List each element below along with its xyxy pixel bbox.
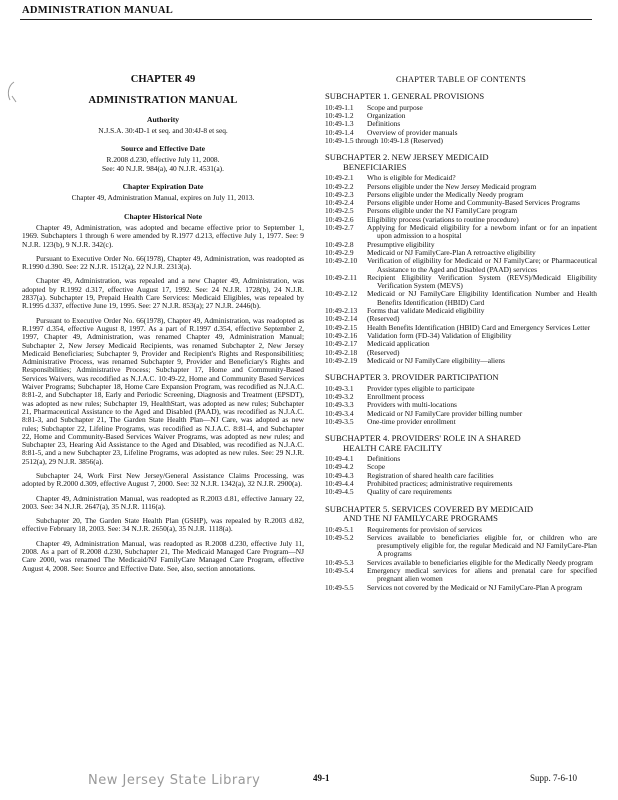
expiration-text: Chapter 49, Administration Manual, expires on July 11, 2013. <box>71 193 255 203</box>
toc-section-number: 10:49-3.2 <box>325 391 354 401</box>
toc-entry <box>325 393 597 401</box>
toc-entry <box>325 480 597 488</box>
toc-entry-text: Registration of shared health care facilities <box>367 470 494 480</box>
toc-entry-text: Medicaid or NJ FamilyCare Eligibility Identification Number and Health Benefits Identification (HBID) Card <box>367 289 597 307</box>
page-number: 49-1 <box>313 773 330 783</box>
toc-section-number: 10:49-2.5 <box>325 206 354 216</box>
history-paragraph: Chapter 49, Administration, was repealed and a new Chapter 49, Administration, was adopted by R.1992 d.317, effective August 17, 1992. See: 24 N.J.R. 1728(b), 24 N.J.R. 2837(a). Subchapter 19, Prepaid Health Care Services: Medicaid Eligibles, was repealed by R.1995 d.337, effective June 19, 1995. See: 27 N.J.R. 853(a); 27 N.J.R. 2446(b). <box>22 276 304 311</box>
toc-entry <box>325 104 597 112</box>
toc-section-number: 10:49-2.2 <box>325 181 354 191</box>
toc-entry <box>325 332 597 340</box>
toc-entry-text: Presumptive eligibility <box>367 239 435 249</box>
toc-section-number: 10:49-2.17 <box>325 339 358 349</box>
toc-section-number: 10:49-2.13 <box>325 306 358 316</box>
subchapter-heading <box>325 153 597 172</box>
source-heading: Source and Effective Date <box>120 144 205 154</box>
supplement-date: Supp. 7-6-10 <box>530 773 577 783</box>
subchapter-title: SUBCHAPTER 3. PROVIDER PARTICIPATION <box>325 372 499 383</box>
toc-section-number: 10:49-3.5 <box>325 416 354 426</box>
history-paragraph: Subchapter 20, The Garden State Health Plan (GSHP), was repealed by R.2003 d.82, effective February 18, 2003. See: 34 N.J.R. 2650(a), 35 N.J.R. 1118(a). <box>22 516 304 534</box>
toc-entry-text: Persons eligible under the New Jersey Medicaid program <box>367 181 537 191</box>
history-paragraph: Chapter 49, Administration, was adopted and became effective prior to September 1, 1969. Subchapters 1 through 6 were amended by R.1977 d.213, effective July 1, 1977. See: 9 N.J.R. 123(b), 9 N.J.R. 342(c). <box>22 222 304 249</box>
toc-entry-text: Services available to beneficiaries eligible for the Medically Needy program <box>367 557 593 567</box>
toc-section-number: 10:49-5.1 <box>325 524 354 534</box>
toc-entry-text: (Reserved) <box>367 314 400 324</box>
history-heading: Chapter Historical Note <box>124 211 202 221</box>
toc-section-number: 10:49-2.15 <box>325 322 358 332</box>
toc-section-number: 10:49-2.14 <box>325 314 358 324</box>
subchapter-title: SUBCHAPTER 5. SERVICES COVERED BY MEDICAID <box>325 503 534 514</box>
toc-section-number: 10:49-1.2 <box>325 111 354 121</box>
toc-entry <box>325 418 597 426</box>
source-line-2: See: 40 N.J.R. 984(a), 40 N.J.R. 4531(a). <box>102 163 224 173</box>
toc-entry-text: Medicaid or NJ FamilyCare eligibility—aliens <box>367 355 505 365</box>
toc-entry <box>325 120 597 128</box>
subchapter-heading <box>325 505 597 524</box>
toc-entry <box>325 340 597 348</box>
history-paragraph: Pursuant to Executive Order No. 66(1978), Chapter 49, Administration, was readopted as R.1997 d.354, effective August 8, 1997. As a part of R.1997 d.354, effective September 2, 1997, Chapter 49, Administration, was renamed Chapter 49, Administration Manual; Subchapter 2, New Jersey Medicaid Recipients, was renamed Subchapter 2, New Jersey Medicaid Beneficiaries; Subchapter 9, Provider and Recipient's Rights and Responsibilities; Administrative Process, was renamed Subchapter 9, Provider and Beneficiary's Rights and Responsibilities; Administrative Process; Subchapter 17, Home and Community-Based Services Waivers, was recodified as N.J.A.C. 10:49-22, Home and Community Based Services Waiver Programs; Subchapter 18, Home Care Expansion Program, was recodified as N.J.A.C. 8:81-2, and Subchapter 18, Early and Periodic Screening, Diagnosis and Treatment (EPSDT), was adopted as new rules; Subchapter 19, HealthStart, was adopted as new rules; Subchapter 21, Pharmaceutical Assistance to the Aged and Disabled (PAAD), was recodified as N.J.A.C. 8:81-3, and Subchapter 21, The Garden State Health Plan—NJ Care, was adopted as new rules; Subchapter 22, Lifeline Programs, was recodified as N.J.A.C. 8:81-4, and Subchapter 22, Home and Community-Based Services Waiver Programs, was adopted as new rules; and Subchapter 23, Hearing Aid Assistance to the Aged and Disabled, was recodified as N.J.A.C. 8:81-5, and a new Subchapter 23, Lifeline Programs, was adopted as new rules. See: 29 N.J.R. 2512(a), 29 N.J.R. 3856(a). <box>22 315 304 466</box>
left-column <box>22 76 304 579</box>
toc-section-number: 10:49-5.4 <box>325 566 354 576</box>
toc-section-number: 10:49-4.2 <box>325 462 354 472</box>
toc-entry <box>325 455 597 463</box>
toc-section-number: 10:49-5.2 <box>325 532 354 542</box>
toc-entry-text: Validation form (FD-34) Validation of Eligibility <box>367 330 512 340</box>
toc-entry-text: Providers with multi-locations <box>367 400 457 410</box>
toc-section-number: 10:49-2.16 <box>325 330 358 340</box>
toc-entry-text: One-time provider enrollment <box>367 416 456 426</box>
toc-entry <box>325 410 597 418</box>
toc-entry-text: Applying for Medicaid eligibility for a newborn infant or for an inpatient upon admission to a hospital <box>367 223 597 241</box>
toc-entry-text: Forms that validate Medicaid eligibility <box>367 306 485 316</box>
toc-entry-text: Medicaid application <box>367 339 430 349</box>
subchapter-heading <box>325 373 597 383</box>
toc-section-number: 10:49-2.10 <box>325 256 358 266</box>
toc-entry-text: Requirements for provision of services <box>367 524 482 534</box>
subchapter-title-cont: HEALTH CARE FACILITY <box>343 442 443 453</box>
history-paragraph: Subchapter 24, Work First New Jersey/General Assistance Claims Processing, was adopted by R.2000 d.309, effective August 7, 2000. See: 32 N.J.R. 1342(a), 32 N.J.R. 2900(a). <box>22 470 304 489</box>
toc-section-number: 10:49-5.3 <box>325 557 354 567</box>
toc-entry-text: Persons eligible under the NJ FamilyCare program <box>367 206 518 216</box>
toc-entry-text: Provider types eligible to participate <box>367 383 475 393</box>
history-paragraph: Chapter 49, Administration Manual, was readopted as R.2003 d.81, effective January 22, 2003. See: 34 N.J.R. 2647(a), 35 N.J.R. 1116(a). <box>22 493 304 511</box>
historical-note <box>22 224 304 573</box>
toc-section-number: 10:49-2.11 <box>325 272 357 282</box>
toc-entry <box>325 274 597 291</box>
toc-entry-text: Services available to beneficiaries eligible for, or children who are presumptively eligible for, the regular Medicaid and NJ FamilyCare-Plan A programs <box>367 532 597 559</box>
toc-section-number: 10:49-3.3 <box>325 400 354 410</box>
toc-entry <box>325 584 597 592</box>
toc-section-number: 10:49-1.4 <box>325 127 354 137</box>
subchapter-heading <box>325 434 597 453</box>
toc-entry-text: Quality of care requirements <box>367 487 452 497</box>
toc-entry <box>325 112 597 120</box>
toc-entry <box>325 534 597 559</box>
toc-section-number: 10:49-2.19 <box>325 355 358 365</box>
toc-entry-text: Persons eligible under the Medically Needy program <box>367 189 524 199</box>
toc-title: CHAPTER TABLE OF CONTENTS <box>395 75 527 84</box>
library-watermark: New Jersey State Library <box>88 773 261 788</box>
toc-section-number: 10:49-2.8 <box>325 239 354 249</box>
toc-entry-text: Who is eligible for Medicaid? <box>367 173 456 183</box>
toc-entry-text: (Reserved) <box>367 347 400 357</box>
toc-section-number: 10:49-2.4 <box>325 198 354 208</box>
toc-entry-text: Eligibility process (variations to routine procedure) <box>367 214 519 224</box>
history-paragraph: Chapter 49, Administration Manual, was readopted as R.2008 d.230, effective July 11, 2008. As a part of R.2008 d.230, Subchapter 21, The Medicaid Managed Care Program—NJ Care 2000, was renamed The Medicaid/NJ FamilyCare Managed Care Program, effective August 4, 2008. See: Source and Effective Date. See, also, section annotations. <box>22 538 304 573</box>
chapter-title: CHAPTER 49 <box>130 74 196 85</box>
toc-entry-text: Emergency medical services for aliens and prenatal care for specified pregnant alien women <box>367 566 597 584</box>
toc-section-number: 10:49-4.1 <box>325 454 354 464</box>
subchapter-heading <box>325 92 597 102</box>
toc-entry-text: Definitions <box>367 454 401 464</box>
toc-entry-text: Scope <box>367 462 386 472</box>
subchapter-title: SUBCHAPTER 4. PROVIDERS' ROLE IN A SHARED <box>325 433 521 444</box>
toc-entry-text: Enrollment process <box>367 391 425 401</box>
toc-entry-text: Medicaid or NJ FamilyCare provider billing number <box>367 408 523 418</box>
toc-entry-text: Persons eligible under Home and Community-Based Services Programs <box>367 198 580 208</box>
toc-entry <box>325 290 597 307</box>
toc-entry <box>325 137 597 145</box>
toc-section-number: 10:49-4.5 <box>325 487 354 497</box>
toc-entry-text: Medicaid or NJ FamilyCare-Plan A retroactive eligibility <box>367 247 536 257</box>
toc-entry-text: Recipient Eligibility Verification System (REVS)/Medicaid Eligibility Verification System (MEVS) <box>367 272 597 291</box>
source-line-1: R.2008 d.230, effective July 11, 2008. <box>106 155 220 165</box>
margin-mark-icon <box>4 80 18 104</box>
subchapter-title: SUBCHAPTER 1. GENERAL PROVISIONS <box>325 91 485 102</box>
toc-entry <box>325 224 597 241</box>
right-column <box>325 76 597 592</box>
toc-entry <box>325 488 597 496</box>
running-header: ADMINISTRATION MANUAL <box>22 5 174 16</box>
subchapter-title-cont: AND THE NJ FAMILYCARE PROGRAMS <box>343 513 498 524</box>
toc-section-number: 10:49-3.4 <box>325 408 354 418</box>
table-of-contents <box>325 92 597 592</box>
toc-section-number: 10:49-1.3 <box>325 119 354 129</box>
header-rule <box>20 19 592 20</box>
toc-section-number: 10:49-2.7 <box>325 223 354 233</box>
toc-entry <box>325 385 597 393</box>
authority-text: N.J.S.A. 30:4D-1 et seq. and 30:4J-8 et seq. <box>98 125 228 135</box>
toc-section-number: 10:49-2.12 <box>325 289 358 299</box>
toc-section-number: 10:49-3.1 <box>325 383 354 393</box>
subchapter-title: SUBCHAPTER 2. NEW JERSEY MEDICAID <box>325 152 489 163</box>
expiration-heading: Chapter Expiration Date <box>122 182 204 192</box>
toc-section-number: 10:49-2.3 <box>325 189 354 199</box>
toc-entry-text: Scope and purpose <box>367 102 423 112</box>
toc-section-number: 10:49-1.1 <box>325 102 354 112</box>
toc-section-number: 10:49-5.5 <box>325 582 354 592</box>
toc-entry <box>325 357 597 365</box>
toc-entry-text: Services not covered by the Medicaid or NJ FamilyCare-Plan A program <box>367 582 583 592</box>
toc-entry-text: Definitions <box>367 119 401 129</box>
toc-entry <box>325 307 597 315</box>
manual-title: ADMINISTRATION MANUAL <box>88 95 238 107</box>
toc-section-number: 10:49-4.4 <box>325 478 354 488</box>
toc-entry-text: Organization <box>367 111 406 121</box>
toc-entry-text: 10:49-1.5 through 10:49-1.8 (Reserved) <box>325 135 444 145</box>
toc-entry <box>325 567 597 584</box>
toc-entry-text: Prohibited practices; administrative requirements <box>367 478 513 488</box>
subchapter-title-cont: BENEFICIARIES <box>343 161 407 172</box>
toc-entry <box>325 257 597 274</box>
toc-section-number: 10:49-2.18 <box>325 347 358 357</box>
toc-section-number: 10:49-2.6 <box>325 214 354 224</box>
toc-section-number: 10:49-2.1 <box>325 173 354 183</box>
toc-entry-text: Verification of eligibility for Medicaid or NJ FamilyCare; or Pharmaceutical Assistance to the Aged and Disabled (PAAD) services <box>367 256 597 274</box>
toc-entry-text: Overview of provider manuals <box>367 127 458 137</box>
toc-section-number: 10:49-2.9 <box>325 247 354 257</box>
toc-section-number: 10:49-4.3 <box>325 470 354 480</box>
toc-entry-text: Health Benefits Identification (HBID) Card and Emergency Services Letter <box>367 322 591 332</box>
authority-heading: Authority <box>146 114 180 124</box>
history-paragraph: Pursuant to Executive Order No. 66(1978), Chapter 49, Administration, was readopted as R.1990 d.390. See: 22 N.J.R. 1512(a), 22 N.J.R. 2313(a). <box>22 253 304 272</box>
